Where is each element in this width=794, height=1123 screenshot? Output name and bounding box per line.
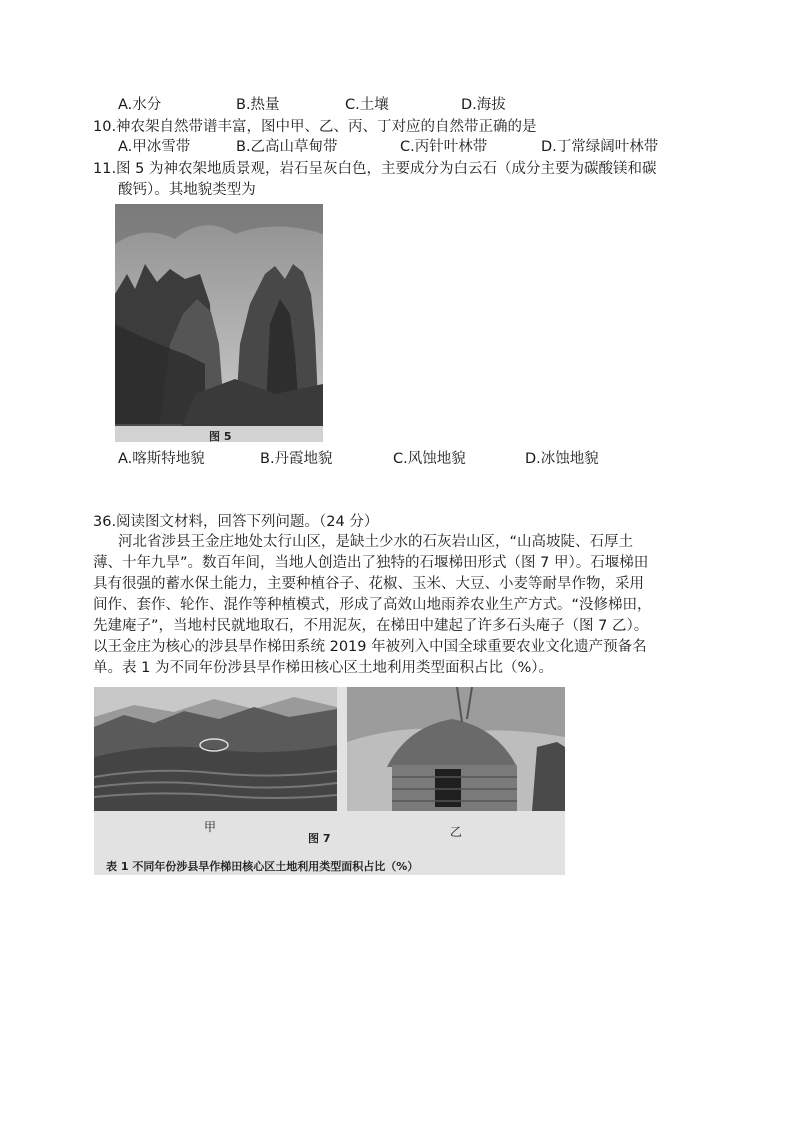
figure-7-stone-hut-photo xyxy=(347,687,565,811)
figure-7-caption: 图 7 xyxy=(308,832,331,845)
q11-option-d: D.冰蚀地貌 xyxy=(525,451,599,467)
q10-stem: 10.神农架自然带谱丰富，图中甲、乙、丙、丁对应的自然带正确的是 xyxy=(93,119,537,135)
q36-text-line: 以王金庄为核心的涉县旱作梯田系统 2019 年被列入中国全球重要农业文化遗产预备名 xyxy=(93,639,647,655)
q9-option-c: C.土壤 xyxy=(345,97,389,113)
q36-text-line: 先建庵子”，当地村民就地取石，不用泥灰，在梯田中建起了许多石头庵子（图 7 乙）。 xyxy=(93,618,649,634)
q11-stem-line1: 11.图 5 为神农架地质景观，岩石呈灰白色，主要成分为白云石（成分主要为碳酸镁和碳 xyxy=(93,161,657,177)
figure-5-caption: 图 5 xyxy=(209,430,232,442)
q10-option-c: C.丙针叶林带 xyxy=(400,139,488,155)
figure-7-label-right: 乙 xyxy=(450,825,463,839)
q36-header: 36.阅读图文材料，回答下列问题。（24 分） xyxy=(93,514,379,530)
figure-7-label-left: 甲 xyxy=(204,820,217,834)
q9-option-b: B.热量 xyxy=(236,97,280,113)
q10-option-a: A.甲冰雪带 xyxy=(118,139,191,155)
table-1-caption: 表 1 不同年份涉县旱作梯田核心区土地利用类型面积占比（%） xyxy=(106,860,419,873)
q10-option-d: D.丁常绿阔叶林带 xyxy=(541,139,659,155)
karst-peaks-image xyxy=(115,204,323,442)
q36-text-line: 具有很强的蓄水保土能力，主要种植谷子、花椒、玉米、大豆、小麦等耐旱作物，采用 xyxy=(93,576,644,592)
q9-option-d: D.海拔 xyxy=(461,97,506,113)
q36-text-line: 单。表 1 为不同年份涉县旱作梯田核心区土地利用类型面积占比（%）。 xyxy=(93,660,553,676)
q11-option-c: C.风蚀地貌 xyxy=(393,451,466,467)
q11-option-a: A.喀斯特地貌 xyxy=(118,451,205,467)
q11-option-b: B.丹霞地貌 xyxy=(260,451,333,467)
figure-7-terrace-photo xyxy=(94,687,337,811)
q9-option-a: A.水分 xyxy=(118,97,162,113)
q36-text-line: 河北省涉县王金庄地处太行山区，是缺土少水的石灰岩山区，“山高坡陡、石厚土 xyxy=(118,534,634,550)
q36-text-line: 间作、套作、轮作、混作等种植模式，形成了高效山地雨养农业生产方式。“没修梯田， xyxy=(93,597,652,613)
q36-text-line: 薄、十年九旱”。数百年间，当地人创造出了独特的石堰梯田形式（图 7 甲）。石堰梯田 xyxy=(93,555,649,571)
q11-stem-line2: 酸钙）。其地貌类型为 xyxy=(118,182,256,198)
figure-5-photo xyxy=(115,204,323,442)
q10-option-b: B.乙高山草甸带 xyxy=(236,139,338,155)
figure-7 xyxy=(94,687,565,875)
